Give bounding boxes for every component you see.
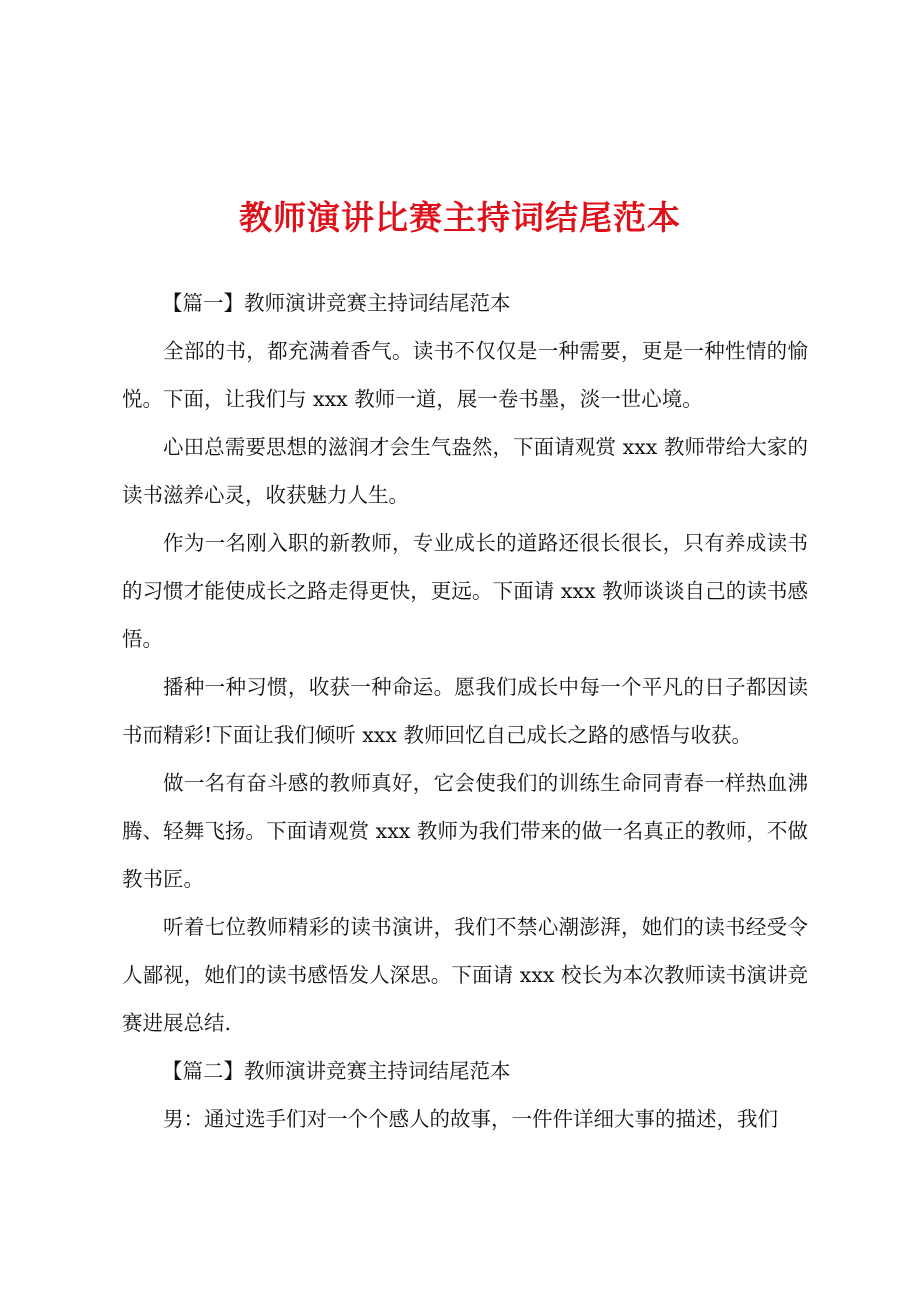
section-heading-1: 【篇一】教师演讲竞赛主持词结尾范本	[161, 291, 511, 315]
paragraph: 作为一名刚入职的新教师，专业成长的道路还很长很长，只有养成读书的习惯才能使成长之路走得更快，更远。下面请 xxx 教师谈谈自己的读书感悟。	[122, 531, 808, 651]
paragraph: 做一名有奋斗感的教师真好，它会使我们的训练生命同青春一样热血沸腾、轻舞飞扬。下面请观赏 xxx 教师为我们带来的做一名真正的教师，不做教书匠。	[122, 771, 808, 891]
paragraph: 听着七位教师精彩的读书演讲，我们不禁心潮澎湃，她们的读书经受令人鄙视，她们的读书感悟发人深思。下面请 xxx 校长为本次教师读书演讲竞赛进展总结.	[122, 915, 808, 1035]
section-heading-2: 【篇二】教师演讲竞赛主持词结尾范本	[161, 1059, 511, 1083]
paragraph: 全部的书，都充满着香气。读书不仅仅是一种需要，更是一种性情的愉悦。下面，让我们与 xxx 教师一道，展一卷书墨，淡一世心境。	[122, 339, 808, 411]
document-title: 教师演讲比赛主持词结尾范本	[239, 198, 681, 237]
paragraph: 男：通过选手们对一个个感人的故事，一件件详细大事的描述，我们	[163, 1107, 778, 1131]
paragraph: 播种一种习惯，收获一种命运。愿我们成长中每一个平凡的日子都因读书而精彩!下面让我们倾听 xxx 教师回忆自己成长之路的感悟与收获。	[122, 675, 808, 747]
paragraph: 心田总需要思想的滋润才会生气盎然，下面请观赏 xxx 教师带给大家的读书滋养心灵，收获魅力人生。	[122, 435, 808, 507]
document-body	[122, 279, 808, 1143]
